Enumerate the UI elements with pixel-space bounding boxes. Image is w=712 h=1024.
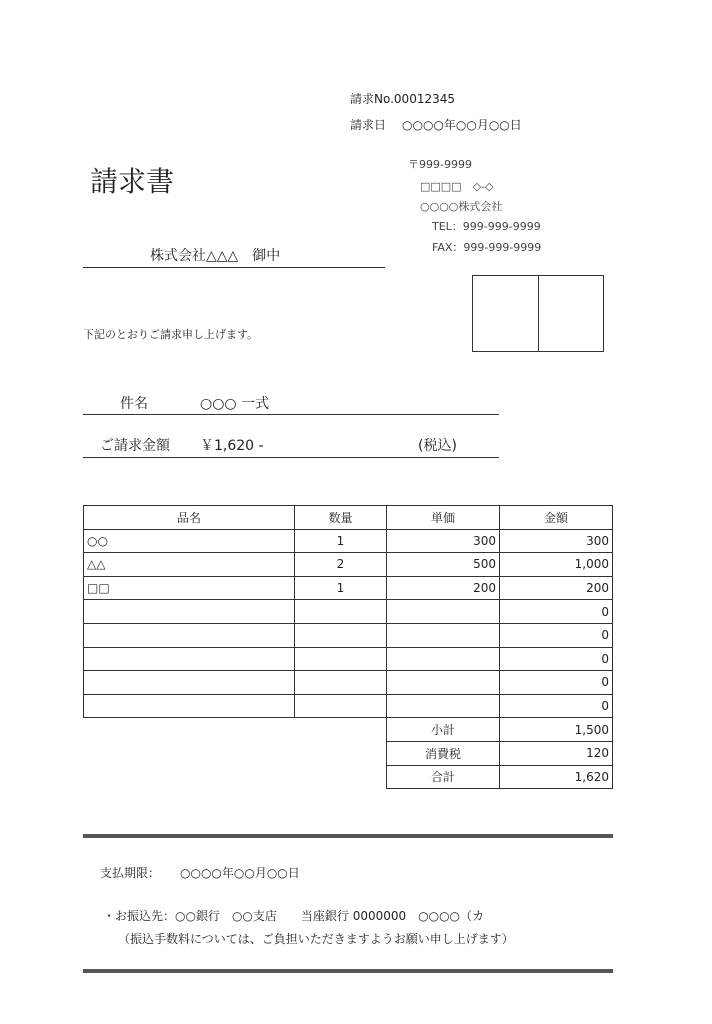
due-label: 支払期限： bbox=[100, 866, 161, 880]
table-header-row bbox=[84, 506, 613, 530]
table-cell bbox=[84, 671, 295, 695]
amount-label: ご請求金額 bbox=[100, 438, 170, 454]
summary-value: 1,620 bbox=[500, 765, 613, 789]
column-header: 金額 bbox=[500, 506, 613, 530]
table-row bbox=[84, 576, 613, 600]
items-table bbox=[83, 505, 613, 789]
table-cell: 300 bbox=[387, 529, 500, 553]
table-cell bbox=[295, 671, 387, 695]
table-cell: 500 bbox=[387, 553, 500, 577]
bank-info: ・お振込先：○○銀行 ○○支店 当座銀行 0000000 ○○○○（カ bbox=[103, 909, 485, 923]
table-cell: 0 bbox=[500, 671, 613, 695]
seal-box bbox=[472, 275, 604, 352]
sender-address: □□□□ ◇-◇ bbox=[420, 180, 494, 193]
sender-fax: FAX：999-999-9999 bbox=[432, 241, 542, 254]
footer-top-rule bbox=[83, 834, 613, 838]
summary-row bbox=[84, 718, 613, 742]
sender-postal: 〒999-9999 bbox=[408, 158, 472, 171]
summary-row bbox=[84, 765, 613, 789]
table-cell: 300 bbox=[500, 529, 613, 553]
amount-value: ￥1,620 - bbox=[200, 438, 264, 454]
invoice-number: 請求No.00012345 bbox=[350, 92, 456, 106]
table-cell bbox=[84, 623, 295, 647]
table-cell bbox=[387, 694, 500, 718]
table-row bbox=[84, 529, 613, 553]
recipient: 株式会社△△△ 御中 bbox=[150, 248, 281, 264]
column-header: 品名 bbox=[84, 506, 295, 530]
table-row bbox=[84, 647, 613, 671]
intro-text: 下記のとおりご請求申し上げます。 bbox=[83, 328, 259, 341]
table-cell bbox=[295, 623, 387, 647]
table-cell: ○○ bbox=[84, 529, 295, 553]
table-cell bbox=[387, 671, 500, 695]
table-cell bbox=[295, 600, 387, 624]
table-row bbox=[84, 553, 613, 577]
footer-bottom-rule bbox=[83, 969, 613, 973]
invoice-date-label: 請求日 bbox=[350, 118, 387, 132]
subject-label: 件名 bbox=[120, 396, 148, 412]
table-cell: 200 bbox=[387, 576, 500, 600]
subject-underline bbox=[83, 414, 499, 415]
tax-note: (税込) bbox=[418, 438, 457, 454]
summary-label: 消費税 bbox=[387, 741, 500, 765]
seal-divider bbox=[538, 276, 539, 351]
table-cell: 1,000 bbox=[500, 553, 613, 577]
sender-tel: TEL：999-999-9999 bbox=[432, 220, 541, 233]
amount-underline bbox=[83, 457, 499, 458]
table-cell: △△ bbox=[84, 553, 295, 577]
table-cell bbox=[387, 647, 500, 671]
table-cell bbox=[84, 694, 295, 718]
column-header: 単価 bbox=[387, 506, 500, 530]
table-cell: 0 bbox=[500, 623, 613, 647]
summary-row bbox=[84, 741, 613, 765]
document-title: 請求書 bbox=[90, 165, 175, 198]
table-row bbox=[84, 671, 613, 695]
table-row bbox=[84, 694, 613, 718]
table-cell bbox=[387, 623, 500, 647]
table-cell: 2 bbox=[295, 553, 387, 577]
subject-value: ○○○ 一式 bbox=[200, 396, 270, 412]
table-cell: 0 bbox=[500, 647, 613, 671]
summary-label: 合計 bbox=[387, 765, 500, 789]
recipient-underline bbox=[83, 267, 385, 268]
table-cell bbox=[295, 694, 387, 718]
summary-value: 1,500 bbox=[500, 718, 613, 742]
summary-label: 小計 bbox=[387, 718, 500, 742]
fee-note: （振込手数料については、ご負担いただきますようお願い申し上げます） bbox=[118, 932, 514, 946]
table-cell: 1 bbox=[295, 576, 387, 600]
table-cell bbox=[387, 600, 500, 624]
table-cell: 200 bbox=[500, 576, 613, 600]
due-value: ○○○○年○○月○○日 bbox=[180, 866, 300, 880]
sender-company: ○○○○株式会社 bbox=[420, 200, 503, 213]
table-cell: □□ bbox=[84, 576, 295, 600]
table-cell: 1 bbox=[295, 529, 387, 553]
table-cell: 0 bbox=[500, 600, 613, 624]
summary-value: 120 bbox=[500, 741, 613, 765]
table-row bbox=[84, 600, 613, 624]
table-cell bbox=[84, 647, 295, 671]
column-header: 数量 bbox=[295, 506, 387, 530]
table-cell bbox=[295, 647, 387, 671]
table-row bbox=[84, 623, 613, 647]
invoice-date: ○○○○年○○月○○日 bbox=[402, 118, 522, 132]
table-cell: 0 bbox=[500, 694, 613, 718]
table-cell bbox=[84, 600, 295, 624]
